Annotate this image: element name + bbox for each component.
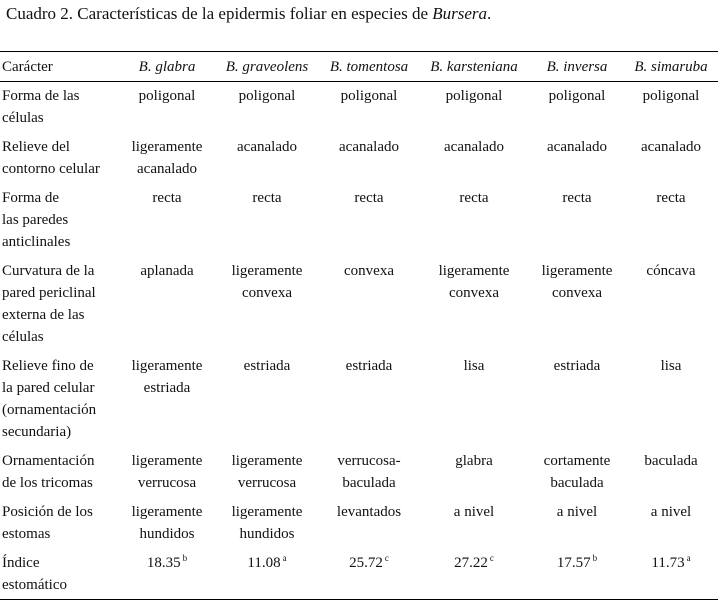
table-cell xyxy=(214,136,320,187)
cell-line: estriada xyxy=(243,358,291,374)
table-cell xyxy=(624,501,718,552)
cell-line: a nivel xyxy=(650,504,692,520)
row-label xyxy=(0,136,120,187)
cell-line: lisa xyxy=(660,358,682,374)
row-label-line: secundaria) xyxy=(2,424,72,440)
table-cell xyxy=(530,355,624,450)
cell-line: poligonal xyxy=(445,88,503,104)
row-label-line: Posición de los xyxy=(2,504,93,520)
cell-line: acanalado xyxy=(237,139,297,155)
cell-line: ligeramente xyxy=(131,139,203,155)
table-cell xyxy=(418,355,530,450)
cell-line: acanalado xyxy=(547,139,607,155)
row-label xyxy=(0,187,120,260)
cell-line: hundidos xyxy=(239,526,295,542)
row-label-line: Forma de las xyxy=(2,88,80,104)
row-label-line: estomático xyxy=(2,577,67,593)
row-label-line: Índice xyxy=(2,555,40,571)
table-row xyxy=(0,187,718,260)
cell-line: convexa xyxy=(552,285,602,301)
cell-line: verrucosa xyxy=(137,475,197,491)
cell-line: a nivel xyxy=(453,504,495,520)
header-species: B. karsteniana xyxy=(430,58,518,75)
table-cell xyxy=(530,501,624,552)
table-row xyxy=(0,136,718,187)
table-row xyxy=(0,82,718,137)
table-row xyxy=(0,450,718,501)
table-body xyxy=(0,82,718,600)
table-row-stomatal-index xyxy=(0,552,718,600)
index-cell xyxy=(530,552,624,600)
table-cell xyxy=(418,260,530,355)
cell-line: acanalado xyxy=(137,161,197,177)
index-value: 11.73 xyxy=(651,555,685,571)
table-cell xyxy=(120,136,214,187)
cell-line: convexa xyxy=(449,285,499,301)
row-label xyxy=(0,260,120,355)
header-row xyxy=(0,52,718,82)
row-label-line: la pared celular xyxy=(2,380,95,396)
significance-letter: b xyxy=(592,553,598,563)
cell-line: baculada xyxy=(342,475,396,491)
row-label-line: Ornamentación xyxy=(2,453,95,469)
table-cell xyxy=(120,501,214,552)
cell-line: acanalado xyxy=(339,139,399,155)
table-row xyxy=(0,260,718,355)
index-value: 18.35 xyxy=(146,555,181,571)
row-label xyxy=(0,355,120,450)
table-cell xyxy=(320,136,418,187)
table-cell xyxy=(624,450,718,501)
header-species: B. tomentosa xyxy=(329,58,409,75)
cell-line: ligeramente xyxy=(231,504,303,520)
cell-line: recta xyxy=(656,190,686,206)
cell-line: convexa xyxy=(242,285,292,301)
caption-genus: Bursera xyxy=(432,4,488,23)
cell-line: glabra xyxy=(455,453,493,469)
significance-letter: a xyxy=(686,553,691,563)
cell-line: recta xyxy=(354,190,384,206)
table-cell xyxy=(530,136,624,187)
table-cell xyxy=(624,260,718,355)
cell-line: cortamente xyxy=(543,453,611,469)
row-label-line: pared periclinal xyxy=(2,285,96,301)
cell-line: poligonal xyxy=(238,88,296,104)
cell-line: a nivel xyxy=(556,504,598,520)
row-label xyxy=(0,450,120,501)
caption-prefix: Cuadro 2. Características de la epidermis foliar en especies de xyxy=(6,4,433,23)
table-cell xyxy=(624,82,718,137)
table-cell xyxy=(418,187,530,260)
table-cell xyxy=(320,187,418,260)
table-cell xyxy=(214,187,320,260)
table-cell xyxy=(320,355,418,450)
cell-line: ligeramente xyxy=(131,504,203,520)
significance-letter: a xyxy=(282,553,287,563)
table-cell xyxy=(418,450,530,501)
cell-line: recta xyxy=(562,190,592,206)
row-label xyxy=(0,552,120,600)
row-label-line: Relieve fino de xyxy=(2,358,94,374)
cell-line: poligonal xyxy=(642,88,700,104)
table-row xyxy=(0,355,718,450)
cell-line: poligonal xyxy=(548,88,606,104)
cell-line: acanalado xyxy=(444,139,504,155)
cell-line: estriada xyxy=(345,358,393,374)
table-cell xyxy=(120,450,214,501)
table-cell xyxy=(530,187,624,260)
header-species: B. inversa xyxy=(546,58,608,75)
index-value: 11.08 xyxy=(247,555,281,571)
table-cell xyxy=(214,260,320,355)
table-cell xyxy=(418,136,530,187)
significance-letter: b xyxy=(182,553,188,563)
cell-line: aplanada xyxy=(140,263,194,279)
index-value: 17.57 xyxy=(556,555,591,571)
caption-suffix: . xyxy=(487,4,492,23)
table-cell xyxy=(530,82,624,137)
table-cell xyxy=(214,82,320,137)
cell-line: recta xyxy=(252,190,282,206)
row-label xyxy=(0,82,120,137)
cell-line: estriada xyxy=(553,358,601,374)
header-species: B. graveolens xyxy=(225,58,309,75)
table-cell xyxy=(418,501,530,552)
cell-line: convexa xyxy=(344,263,394,279)
row-label-line: Relieve del xyxy=(2,139,70,155)
header-species: B. simaruba xyxy=(634,58,708,75)
row-label-line: Curvatura de la xyxy=(2,263,95,279)
cell-line: ligeramente xyxy=(131,453,203,469)
index-cell xyxy=(320,552,418,600)
table-cell xyxy=(214,501,320,552)
row-label-line: Forma de xyxy=(2,190,60,206)
table-cell xyxy=(120,260,214,355)
cell-line: recta xyxy=(459,190,489,206)
cell-line: acanalado xyxy=(641,139,701,155)
header-species: B. glabra xyxy=(138,58,196,75)
cell-line: verrucosa- xyxy=(337,453,401,469)
table-row xyxy=(0,501,718,552)
cell-line: lisa xyxy=(463,358,485,374)
cell-line: ligeramente xyxy=(438,263,510,279)
cell-line: baculada xyxy=(644,453,698,469)
row-label xyxy=(0,501,120,552)
cell-line: levantados xyxy=(336,504,402,520)
table-cell xyxy=(320,450,418,501)
table-cell xyxy=(120,355,214,450)
table-cell xyxy=(320,82,418,137)
significance-letter: c xyxy=(384,553,389,563)
index-cell xyxy=(418,552,530,600)
cell-line: hundidos xyxy=(139,526,195,542)
cell-line: ligeramente xyxy=(541,263,613,279)
table-cell xyxy=(418,82,530,137)
row-label-line: células xyxy=(2,329,44,345)
index-cell xyxy=(120,552,214,600)
table-cell xyxy=(624,355,718,450)
cell-line: poligonal xyxy=(340,88,398,104)
table-cell xyxy=(214,450,320,501)
row-label-line: estomas xyxy=(2,526,51,542)
index-cell xyxy=(214,552,320,600)
table-cell xyxy=(120,82,214,137)
cell-line: verrucosa xyxy=(237,475,297,491)
characteristics-table xyxy=(0,51,718,600)
row-label-line: células xyxy=(2,110,44,126)
cell-line: ligeramente xyxy=(231,453,303,469)
row-label-line: externa de las xyxy=(2,307,85,323)
table-cell xyxy=(530,260,624,355)
index-value: 27.22 xyxy=(454,555,488,571)
cell-line: recta xyxy=(152,190,182,206)
table-cell xyxy=(624,136,718,187)
cell-line: ligeramente xyxy=(231,263,303,279)
table-caption xyxy=(6,3,491,25)
table-cell xyxy=(120,187,214,260)
row-label-line: (ornamentación xyxy=(2,402,97,418)
table-cell xyxy=(624,187,718,260)
row-label-line: de los tricomas xyxy=(2,475,93,491)
table-cell xyxy=(530,450,624,501)
row-label-line: las paredes xyxy=(2,212,69,228)
cell-line: cóncava xyxy=(646,263,696,279)
table-cell xyxy=(214,355,320,450)
header-character: Carácter xyxy=(2,58,53,75)
cell-line: baculada xyxy=(550,475,604,491)
index-cell xyxy=(624,552,718,600)
table-cell xyxy=(320,501,418,552)
row-label-line: contorno celular xyxy=(2,161,100,177)
cell-line: estriada xyxy=(143,380,191,396)
table-cell xyxy=(320,260,418,355)
row-label-line: anticlinales xyxy=(2,234,71,250)
cell-line: poligonal xyxy=(138,88,196,104)
cell-line: ligeramente xyxy=(131,358,203,374)
index-value: 25.72 xyxy=(349,555,383,571)
significance-letter: c xyxy=(489,553,494,563)
